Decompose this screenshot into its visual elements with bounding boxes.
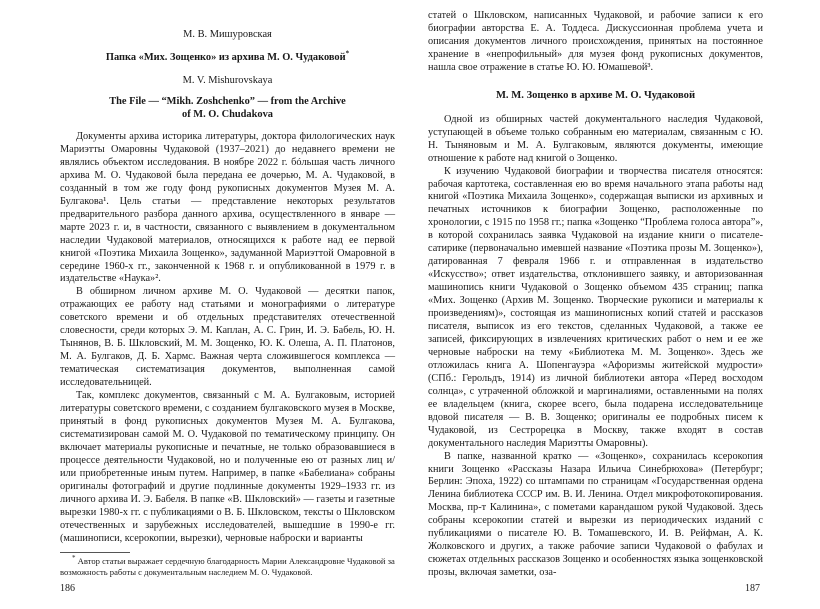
footnote-rule [60, 552, 130, 553]
title-ru-footnote-mark: * [345, 49, 350, 58]
author-en: M. V. Mishurovskaya [182, 75, 273, 86]
paragraph: Так, комплекс документов, связанный с М. А. Булгаковым, историей литературы советского времени, с созданием булгаковского музея в Москве, принятый в фонд рукописных документов Музея М. А. Булгакова, систематизирован самой М. О. Чудаковой по тематическому принципу. Он включает материалы рукописные и печатные, не только образовавшиеся в процессе деятельности Чудаковой, но и полученные ею от разных лиц и/или приобретенные иным путем. Например, в папке «Бабелиана» собраны оригиналы фотографий и другие подлинные документы 1929–1933 гг. из личного архива И. Э. Бабеля. В папке «В. Шкловский» — газеты и газетные вырезки 1980-х гг. с публикациями о В. Б. Шкловском, тексты о Шкловском отечественных и зарубежных исследователей, вышедшие в 1990-е гг. (машинописи, ксерокопии, вырезки), черновые наброски и варианты [60, 390, 395, 544]
paragraph: В папке, названной кратко — «Зощенко», сохранилась ксерокопия книги Зощенко «Рассказы Назара Ильича Синебрюхова» (Петербург; Берлин: Эпоха, 1922) со штампами по страницам «Государственная ордена Ленина библиотека СССР им. В. И. Ленина. Отдел микрофотокопирования. Москва, пр-т Калинина», с пометами карандашом рукой Чудаковой. Здесь собраны ксерокопии статей и вырезки из периодических изданий с публикациями о писателе Ю. В. Томашевского, И. В. Рейфман, А. К. Жолковского и других, а также рабочие записи Чудаковой о фабулах и сюжетах отдельных рассказов Зощенко и особенностях языка зощенковской прозы, включая заметки, оза- [428, 450, 763, 579]
title-ru [60, 51, 395, 64]
title-en-line1: The File — “Mikh. Zoshchenko” — from the Archive [109, 96, 346, 107]
title-en-line2: of M. O. Chudakova [182, 109, 273, 120]
page-number-left: 186 [60, 583, 75, 594]
footnote-mark: * [72, 554, 76, 563]
right-page [410, 0, 820, 609]
right-column [428, 10, 763, 580]
paragraph: К изучению Чудаковой биографии и творчества писателя относятся: рабочая картотека, составленная ею во время начального этапа работы над книгой «Поэтика Михаила Зощенко», содержащая выписки из архивных и печатных источников к биографии Зощенко, расположенные по хронологии, с 1915 по 1958 гг.; папка «Зощенко “Проблема голоса автора”», в которой сохранилась заявка Чудаковой на издание книги о писателе-сатирике (первоначально имевшей название «Поэтика прозы М. Зощенко»), датированная 7 февраля 1966 г. и отправленная в издательство «Искусство»; ответ издательства, отклонившего заявку, и авторизованная машинопись книги Чудаковой о Зощенко объемом 435 страниц; папка «Мих. Зощенко (Архив М. Зощенко. Творческие рукописи и материалы к произведениям)», состоящая из машинописных копий статей и рассказов писателя, выписок из его текстов, сделанных Чудаковой, а также ее записей, фиксирующих в извлечениях критических работ о нем и ее же черновые наброски на тему «Библиотека М. М. Зощенко». Здесь же отложилась книга А. Шопенгауэра «Афоризмы житейской мудрости» (СПб.: Герольдъ, 1914) из личной библиотеки автора «Перед восходом солнца», с утраченной обложкой и маргиналиями, оставленными на полях ее владельцем (книга, скорее всего, была подарена исследовательнице вдовой писателя — В. В. Зощенко; оригиналы ее подробных писем к Чудаковой, из Сестрорецка в Москву, также входят в состав документального наследия Мариэтты Омаровны). [428, 165, 763, 449]
footnote-body: Автор статьи выражает сердечную благодарность Марии Александровне Чудаковой за возможность работы с документальным наследием М. О. Чудаковой. [60, 556, 395, 577]
footnote [60, 556, 395, 578]
author-ru: М. В. Мишуровская [183, 29, 272, 40]
paragraph: Документы архива историка литературы, доктора филологических наук Мариэтты Омаровны Чудаковой (1937–2021) до недавнего времени не являлись объектом исследования. В ноябре 2022 г. бóльшая часть личного архива М. О. Чудаковой была передана ее дочерью, М. А. Чудаковой, в созданный в том же году фонд рукописных документов Музея М. А. Булгакова¹. Цель статьи — представление некоторых результатов предварительного разбора данного архива, осуществленного в январе — марте 2023 г. и, в частности, связанного с выявлением в документальном наследии Чудаковой материалов, относящихся к работе над ее первой книгой «Поэтика Михаила Зощенко», задуманной Мариэттой Омаровной в середине 1960-х гг., законченной к 1968 г. и опубликованной в 1979 г. в издательстве «Наука»². [60, 131, 395, 285]
section-heading: М. М. Зощенко в архиве М. О. Чудаковой [495, 89, 696, 101]
paragraph: Одной из обширных частей документального наследия Чудаковой, уступающей в объеме только собранным ею материалам, связанным с Ю. Н. Тыняновым и М. А. Булгаковым, являются документы, имеющие отношение к работе над книгой о Зощенко. [428, 113, 763, 164]
left-column [60, 28, 395, 546]
footnote-text [60, 556, 395, 578]
paragraph: В обширном личном архиве М. О. Чудаковой — десятки папок, отражающих ее работу над статьями и монографиями о литературе советского времени и об отдельных представителях отечественной словесности, среди которых Э. М. Каплан, А. С. Грин, И. Э. Бабель, Ю. Н. Тынянов, В. Б. Шкловский, М. М. Зощенко, Ю. К. Олеша, А. П. Платонов, М. А. Булгаков, Д. Б. Хармс. Важная черта сложившегося комплекса — тематическая систематизация документов, выполненная самой исследовательницей. [60, 286, 395, 389]
page-number-right: 187 [745, 583, 760, 594]
title-ru-text: Папка «Мих. Зощенко» из архива М. О. Чудаковой [105, 52, 346, 63]
paragraph-continued: статей о Шкловском, написанных Чудаковой, и рабочие записи к его биографии авторства Е. А. Тоддеса. Дискуссионная проблема учета и описания документов личного происхождения, принятых на постоянное хранение в «непрофильный» для музея фонд рукописных документов, нашла свое отражение в статье Ю. Ю. Юмашевой³. [428, 10, 763, 73]
